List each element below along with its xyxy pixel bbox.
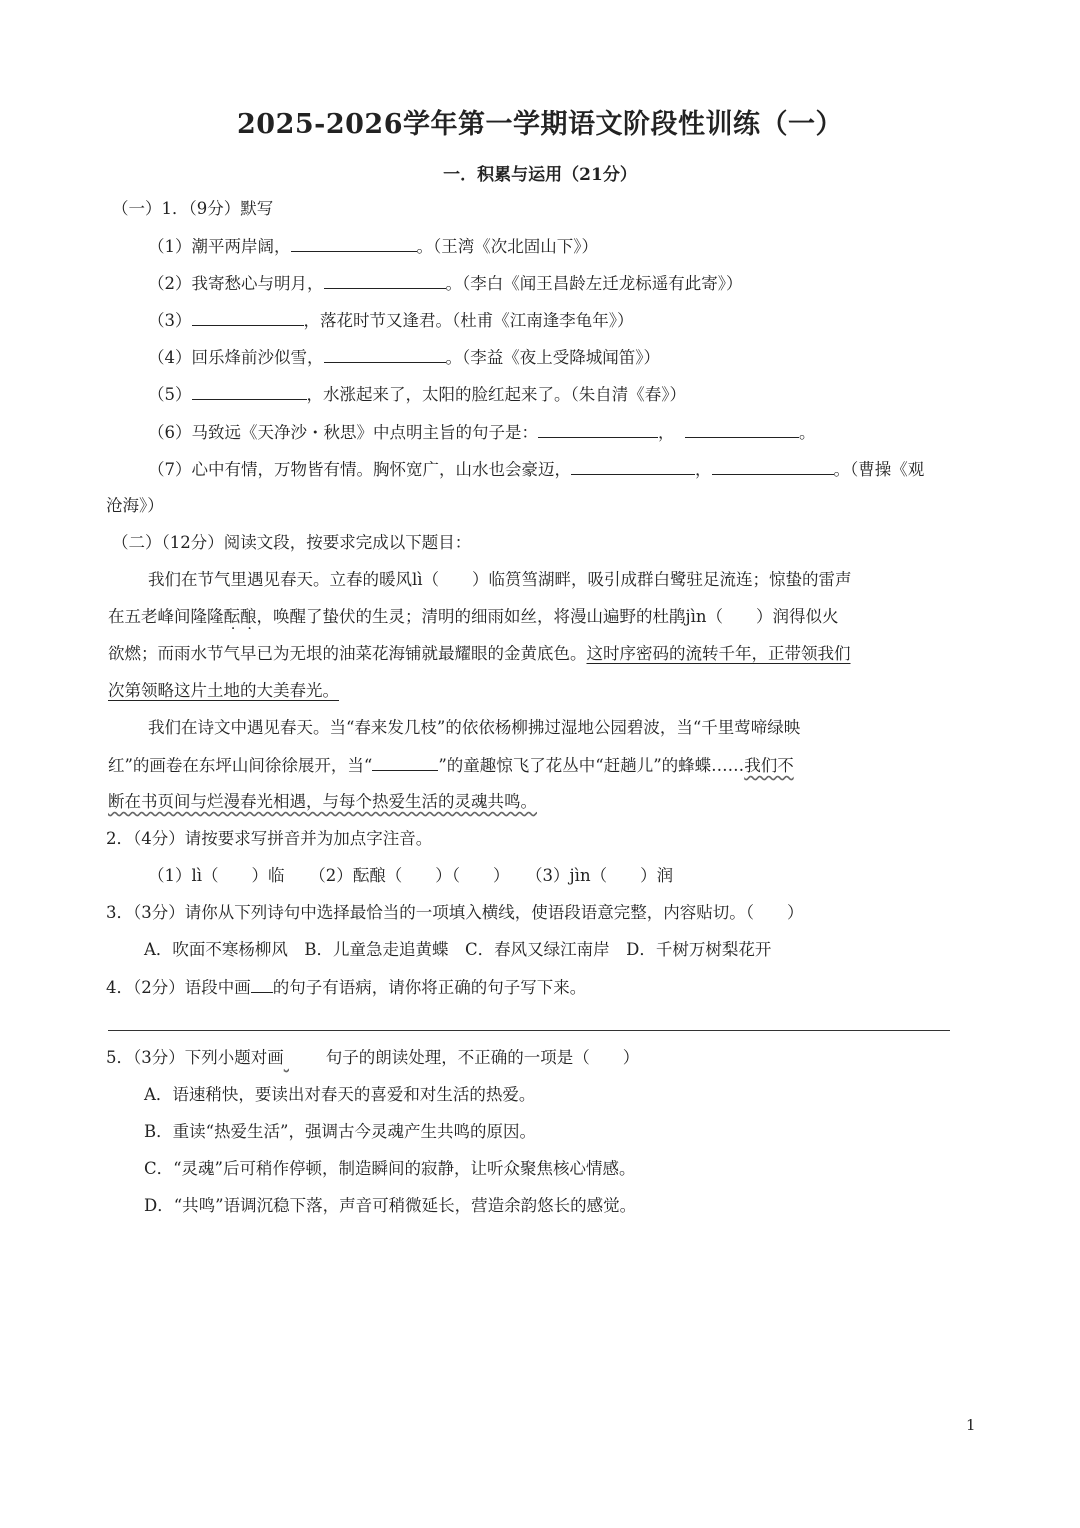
passage-line <box>108 680 339 702</box>
q1-item-2: （2）我寄愁心与明月， 。（李白《闻王昌龄左迁龙标遥有此寄》） <box>148 274 743 293</box>
q1-item-1: （1）潮平两岸阔， 。（王湾《次北固山下》） <box>148 237 598 256</box>
answer-blank[interactable] <box>571 458 695 475</box>
passage-line: 我们在节气里遇见春天。立春的暖风lì（ ）临筼筜湖畔，吸引成群白鹭驻足流连；惊蛰的雷声 <box>148 570 852 589</box>
q5-option-a: A．语速稍快，要读出对春天的喜爱和对生活的热爱。 <box>144 1085 536 1104</box>
q5-option-c: C．“灵魂”后可稍作停顿，制造瞬间的寂静，让听众聚焦核心情感。 <box>144 1159 636 1178</box>
passage-line: 红”的画卷在东坪山间徐徐展开，当“ ”的童趣惊飞了花丛中“赶趟儿”的蜂蝶……我们不 <box>108 756 794 775</box>
answer-blank[interactable] <box>324 346 446 363</box>
passage-line: 我们在诗文中遇见春天。当“春来发几枝”的依依杨柳拂过湿地公园碧波，当“千里莺啼绿映 <box>148 718 801 737</box>
dotted-char: 酝 <box>223 607 240 626</box>
q1-item-6: （6）马致远《天净沙・秋思》中点明主旨的句子是： ， 。 <box>148 423 816 442</box>
wavy-underlined-sentence: 断在书页间与烂漫春光相遇，与每个热爱生活的灵魂共鸣。 <box>108 792 537 811</box>
dotted-char: 酿 <box>240 607 257 626</box>
underlined-sentence: 次第领略这片土地的大美春光。 <box>108 681 339 700</box>
section-heading: 一．积累与运用（21分） <box>443 165 637 185</box>
answer-blank[interactable] <box>324 272 446 289</box>
q3-options: A．吹面不寒杨柳风 B．儿童急走追黄蝶 C．春风又绿江南岸 D．千树万树梨花开 <box>144 940 772 959</box>
answer-blank[interactable] <box>192 383 307 400</box>
answer-blank[interactable] <box>192 309 304 326</box>
answer-blank[interactable] <box>291 235 417 252</box>
q1-header: （一）1．（9分）默写 <box>112 199 274 218</box>
q1-item-5: （5） ，水涨起来了，太阳的脸红起来了。（朱自清《春》） <box>148 385 686 404</box>
answer-blank[interactable] <box>538 421 658 438</box>
answer-blank[interactable] <box>685 421 799 438</box>
q5-option-b: B．重读“热爱生活”，强调古今灵魂产生共鸣的原因。 <box>144 1122 536 1141</box>
part2-header: （二）（12分）阅读文段，按要求完成以下题目： <box>112 533 472 552</box>
q1-item-7: （7）心中有情，万物皆有情。胸怀宽广，山水也会豪迈， ， 。（曹操《观 <box>148 460 925 479</box>
q1-item-4: （4）回乐烽前沙似雪， 。（李益《夜上受降城闻笛》） <box>148 348 660 367</box>
answer-blank[interactable] <box>712 458 834 475</box>
passage-line <box>108 791 537 813</box>
q2-stem: 2．（4分）请按要求写拼音并为加点字注音。 <box>106 829 433 848</box>
q5-option-d: D．“共鸣”语调沉稳下落，声音可稍微延长，营造余韵悠长的感觉。 <box>144 1196 637 1215</box>
q2-options: （1）lì（ ）临 （2）酝酿（ ）（ ） （3）jìn（ ）润 <box>148 866 674 885</box>
underlined-sentence: 这时序密码的流转千年，正带领我们 <box>586 644 851 663</box>
page-title: 2025-2026学年第一学期语文阶段性训练（一） <box>237 109 843 140</box>
answer-line[interactable] <box>108 1030 950 1031</box>
q3-stem: 3．（3分）请你从下列诗句中选择最恰当的一项填入横线，使语段语意完整，内容贴切。（ ） <box>106 903 804 922</box>
q5-stem: 5．（3分）下列小题对画 句子的朗读处理，不正确的一项是（ ） <box>106 1048 640 1067</box>
passage-line: 在五老峰间隆隆酝酿，唤醒了蛰伏的生灵；清明的细雨如丝，将漫山遍野的杜鹃jìn（ ）润得似火 <box>108 607 839 626</box>
page-number: 1 <box>966 1416 976 1434</box>
answer-blank[interactable] <box>372 754 438 771</box>
passage-line: 欲燃；而雨水节气早已为无垠的油菜花海铺就最耀眼的金黄底色。这时序密码的流转千年，正带领我们 <box>108 644 851 663</box>
q1-item-3: （3） ，落花时节又逢君。（杜甫《江南逢李龟年》） <box>148 311 634 330</box>
q1-item-7-cont: 沧海》） <box>106 496 164 515</box>
q4-stem: 4．（2分）语段中画 的句子有语病，请你将正确的句子写下来。 <box>106 978 587 997</box>
wavy-underlined-sentence: 我们不 <box>744 756 794 775</box>
